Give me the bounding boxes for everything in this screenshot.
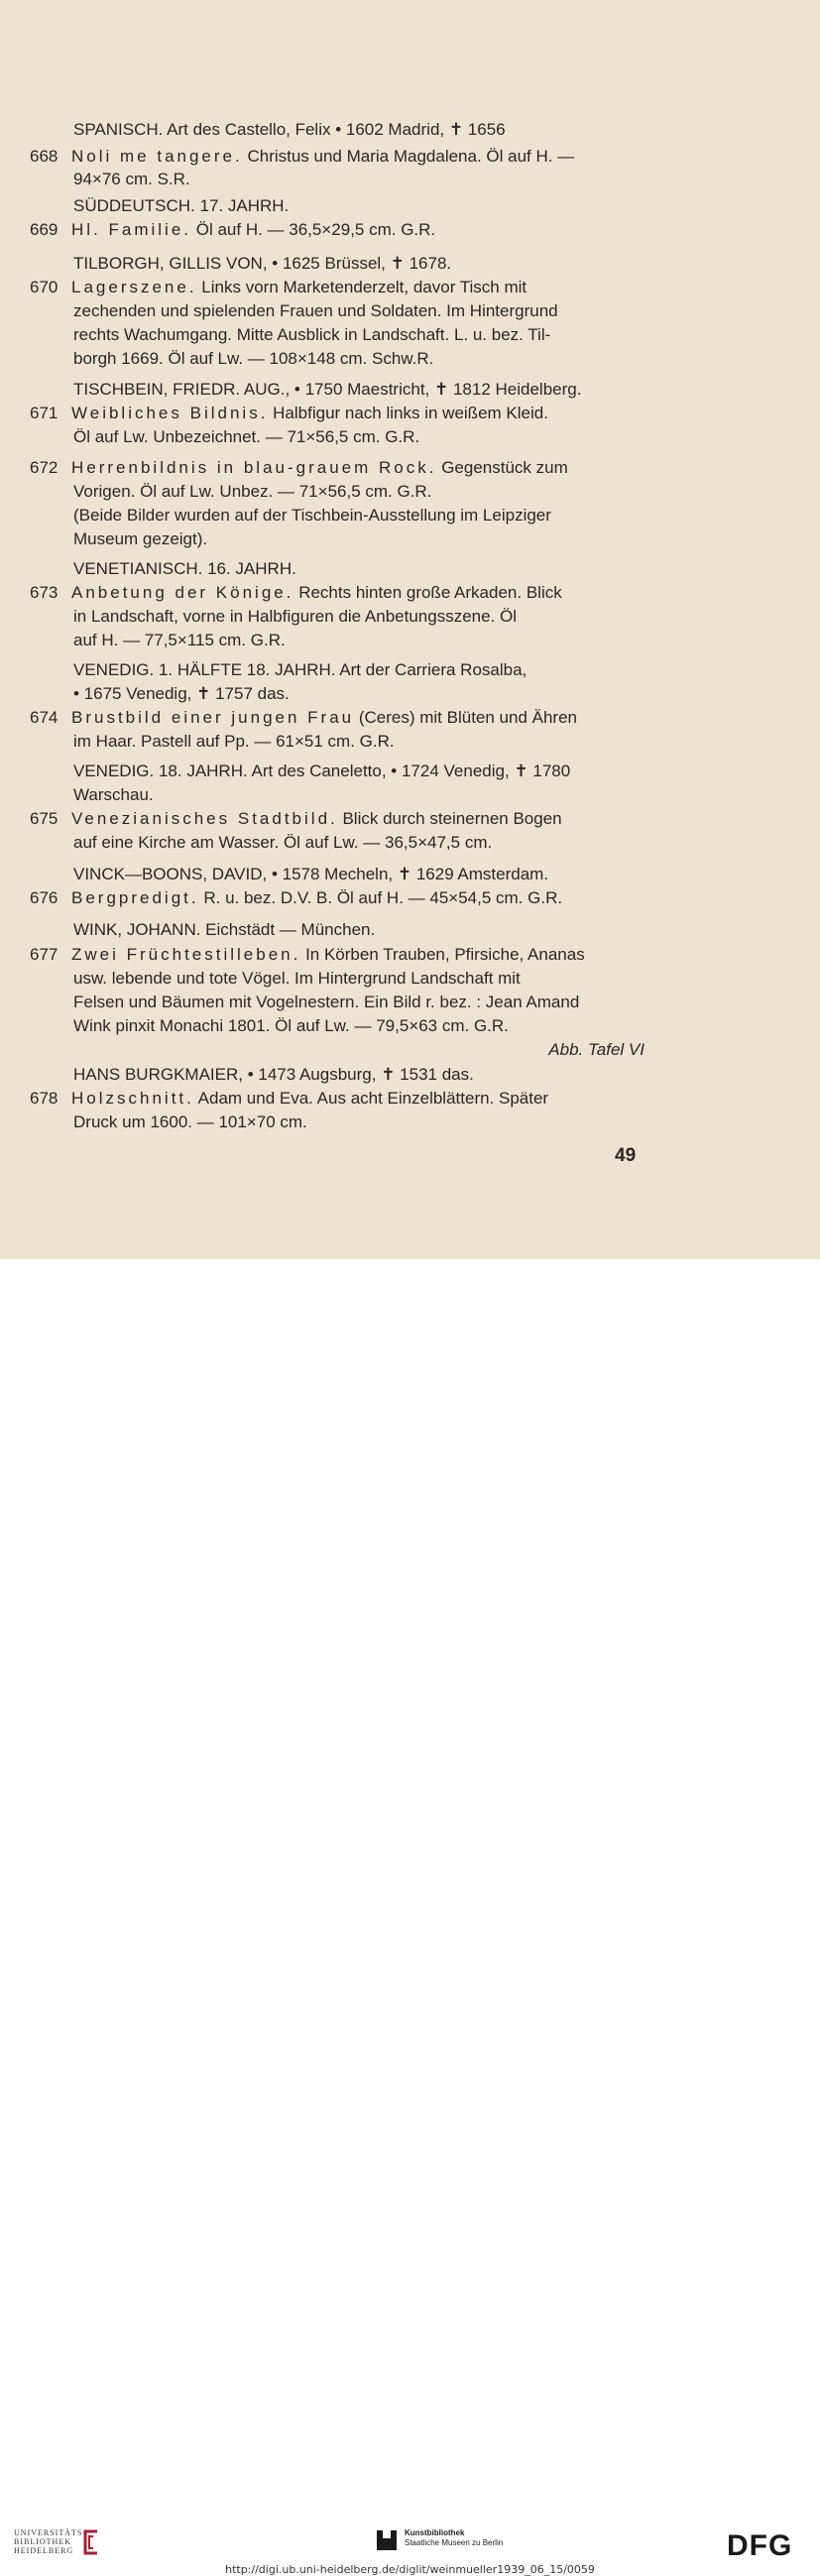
text-line [71,1089,644,1109]
text-line [71,220,500,240]
text-line [71,945,644,965]
text-line [73,607,646,627]
entry-title: Weibliches Bildnis. [71,404,269,422]
catalog-number: 673 [30,583,59,602]
text-span: im Haar. Pastell auf Pp. — 61×51 cm. G.R. [73,732,395,751]
text-span: SÜDDEUTSCH. 17. JAHRH. [73,196,290,215]
text-span: auf eine Kirche am Wasser. Öl auf Lw. — 36,5×47,5 cm. [73,833,493,852]
text-line [73,732,470,752]
heidelberg-logo-icon[interactable] [79,2527,101,2557]
catalog-number: 668 [30,147,59,166]
text-span: Halbfigur nach links in weißem Kleid. [268,404,548,422]
text-line [73,120,589,140]
scanned-page [0,0,820,1259]
text-span: VINCK—BOONS, DAVID, • 1578 Mecheln, ✝ 1629 Amsterdam. [73,865,549,883]
text-span: Rechts hinten große Arkaden. Blick [293,583,562,602]
text-line [73,969,646,989]
page-number: 49 [615,1145,637,1166]
text-span: Adam und Eva. Aus acht Einzelblättern. Später [193,1089,549,1108]
text-span: Links vorn Marketenderzelt, davor Tisch mit [196,278,527,296]
text-line [73,482,527,502]
text-line [71,583,644,603]
kunstbibliothek-label[interactable] [405,2528,503,2548]
kb-title: Kunstbibliothek [405,2528,465,2537]
text-span: usw. lebende und tote Vögel. Im Hintergrund Landschaft mit [73,969,521,988]
text-line [73,427,500,447]
text-line [73,660,646,680]
text-line [73,196,331,216]
text-span: VENEDIG. 18. JAHRH. Art des Caneletto, • 1724 Venedig, ✝ 1780 [73,761,571,780]
entry-title: Bergpredigt. [71,888,199,907]
text-line [73,1065,535,1085]
text-line [73,529,230,549]
text-line [71,458,644,478]
kb-subtitle: Staatliche Museen zu Berlin [405,2538,504,2547]
text-span: Felsen und Bäumen mit Vogelnestern. Ein Bild r. bez. : Jean Amand [73,993,580,1011]
text-line [73,1016,615,1036]
entry-title: Herrenbildnis in blau-grauem Rock. [71,458,437,477]
text-line [73,170,190,189]
text-line [71,888,644,908]
text-span: TISCHBEIN, FRIEDR. AUG., • 1750 Maestricht, ✝ 1812 Heidelberg. [73,380,582,399]
text-line [71,404,644,423]
university-library-logo-text[interactable] [14,2528,86,2555]
text-line [73,684,313,704]
text-line [73,993,646,1012]
text-span: Wink pinxit Monachi 1801. Öl auf Lw. — 79,5×63 cm. G.R. [73,1016,509,1035]
text-line [71,278,644,297]
text-span: Museum gezeigt). [73,529,208,548]
text-line [73,301,646,321]
text-span: auf H. — 77,5×115 cm. G.R. [73,631,286,649]
text-line [73,254,492,274]
catalog-number: 676 [30,888,59,907]
text-span: (Ceres) mit Blüten und Ähren [354,708,578,727]
text-span: Vorigen. Öl auf Lw. Unbez. — 71×56,5 cm. G.R. [73,482,432,501]
text-span: in Landschaft, vorne in Halbfiguren die Anbetungsszene. Öl [73,607,518,626]
text-span: WINK, JOHANN. Eichstädt — München. [73,920,376,939]
text-line [73,349,510,369]
text-span: VENETIANISCH. 16. JAHRH. [73,559,296,578]
catalog-number: 675 [30,809,59,828]
text-span: R. u. bez. D.V. B. Öl auf H. — 45×54,5 cm. G.R. [198,888,563,907]
uni-line-1: UNIVERSITÄTS- [14,2528,86,2537]
permalink-url[interactable]: http://digi.ub.uni-heidelberg.de/diglit/weinmueller1939_06_15/0059 [225,2563,595,2576]
text-span: VENEDIG. 1. HÄLFTE 18. JAHRH. Art der Carriera Rosalba, [73,660,527,679]
text-span: zechenden und spielenden Frauen und Soldaten. Im Hintergrund [73,301,558,320]
catalog-number: 678 [30,1089,59,1108]
text-span: • 1675 Venedig, ✝ 1757 das. [73,684,290,703]
text-span: Blick durch steinernen Bogen [337,809,562,828]
text-span: 94×76 cm. S.R. [73,170,190,188]
catalog-number: 672 [30,458,59,477]
text-span: Gegenstück zum [436,458,568,477]
entry-title: Anbetung der Könige. [71,583,294,602]
text-span: In Körben Trauben, Pfirsiche, Ananas [300,945,585,964]
text-line [73,1112,345,1132]
text-span: Christus und Maria Magdalena. Öl auf H. — [242,147,575,166]
text-line [73,920,446,940]
text-span: Öl auf Lw. Unbezeichnet. — 71×56,5 cm. G.R. [73,427,420,446]
uni-line-2: BIBLIOTHEK [14,2537,71,2546]
text-line [73,761,646,781]
text-line [71,147,644,167]
text-span: SPANISCH. Art des Castello, Felix • 1602 Madrid, ✝ 1656 [73,120,506,139]
text-span: rechts Wachumgang. Mitte Ausblick in Landschaft. L. u. bez. Til- [73,325,551,344]
catalog-number: 670 [30,278,59,296]
catalog-number: 677 [30,945,59,964]
text-span: Öl auf H. — 36,5×29,5 cm. G.R. [191,220,436,239]
entry-title: Holzschnitt. [71,1089,194,1108]
text-line [73,631,331,650]
text-line [71,809,644,829]
catalog-number: 671 [30,404,59,422]
text-span: (Beide Bilder wurden auf der Tischbein-Ausstellung im Leipziger [73,506,551,525]
catalog-number: 669 [30,220,59,239]
text-span: borgh 1669. Öl auf Lw. — 108×148 cm. Schw.R. [73,349,434,368]
plate-reference: Abb. Tafel VI [548,1040,644,1059]
text-line [73,325,646,345]
text-line [71,708,644,728]
text-line [73,380,646,400]
text-line [73,833,579,853]
entry-title: Zwei Früchtestilleben. [71,945,301,964]
text-span: HANS BURGKMAIER, • 1473 Augsburg, ✝ 1531 das. [73,1065,474,1084]
catalog-number: 674 [30,708,59,727]
text-span: TILBORGH, GILLIS VON, • 1625 Brüssel, ✝ 1678. [73,254,452,273]
text-line [73,865,629,884]
footer-bar [0,1259,820,2576]
text-line [73,559,339,579]
entry-title: Noli me tangere. [71,147,243,166]
text-line [548,1040,644,1060]
entry-title: Hl. Familie. [71,220,192,239]
entry-title: Brustbild einer jungen Frau [71,708,355,727]
entry-title: Lagerszene. [71,278,197,296]
entry-title: Venezianisches Stadtbild. [71,809,338,828]
uni-line-3: HEIDELBERG [14,2546,74,2555]
text-span: Warschau. [73,785,154,804]
kunstbibliothek-logo-icon[interactable] [377,2530,397,2550]
text-line [73,785,161,805]
text-line [73,506,646,526]
dfg-logo[interactable]: DFG [727,2529,793,2562]
text-span: Druck um 1600. — 101×70 cm. [73,1112,307,1131]
